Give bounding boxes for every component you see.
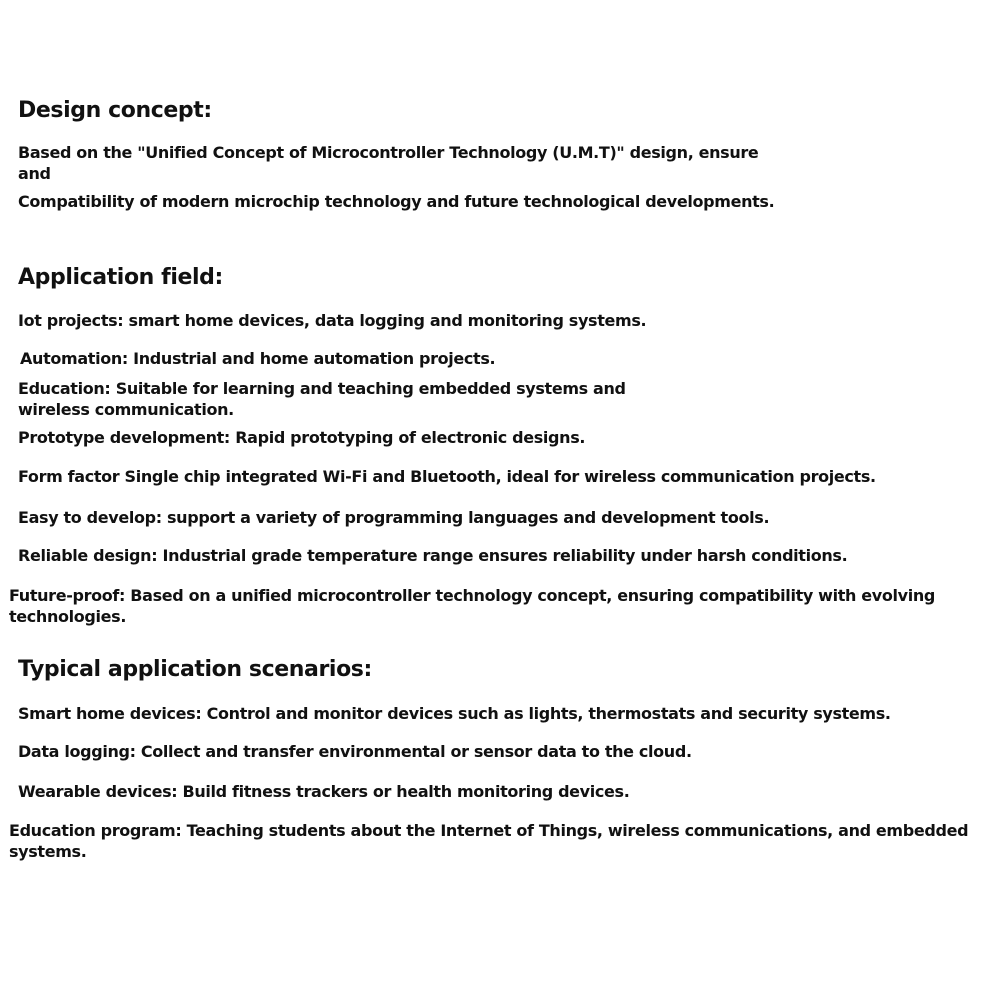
- design-concept-line-1: Based on the "Unified Concept of Microcontroller Technology (U.M.T)" design, ensure: [18, 143, 759, 162]
- application-item-future-proof: Future-proof: Based on a unified microcontroller technology concept, ensuring compatibility with evolving: [9, 586, 936, 605]
- scenario-smart-home: Smart home devices: Control and monitor devices such as lights, thermostats and security systems.: [18, 704, 891, 723]
- design-concept-heading: Design concept:: [18, 98, 212, 123]
- design-concept-line-2: Compatibility of modern microchip technology and future technological developments.: [18, 192, 775, 211]
- application-item-form-factor: Form factor Single chip integrated Wi-Fi and Bluetooth, ideal for wireless communication projects.: [18, 467, 876, 486]
- application-item-prototype: Prototype development: Rapid prototyping of electronic designs.: [18, 428, 586, 447]
- application-item-iot: Iot projects: smart home devices, data logging and monitoring systems.: [18, 311, 647, 330]
- application-field-heading: Application field:: [18, 265, 223, 290]
- scenario-education-program-cont: systems.: [9, 842, 87, 861]
- application-item-automation: Automation: Industrial and home automation projects.: [20, 349, 496, 368]
- scenario-data-logging: Data logging: Collect and transfer environmental or sensor data to the cloud.: [18, 742, 692, 761]
- scenario-education-program: Education program: Teaching students about the Internet of Things, wireless communications, and embedded: [9, 821, 969, 840]
- application-item-easy-develop: Easy to develop: support a variety of programming languages and development tools.: [18, 508, 770, 527]
- application-item-education-cont: wireless communication.: [18, 400, 234, 419]
- application-item-reliable: Reliable design: Industrial grade temperature range ensures reliability under harsh conditions.: [18, 546, 848, 565]
- application-item-future-proof-cont: technologies.: [9, 607, 127, 626]
- scenario-wearable: Wearable devices: Build fitness trackers or health monitoring devices.: [18, 782, 630, 801]
- scenarios-heading: Typical application scenarios:: [18, 657, 372, 682]
- design-concept-line-1-cont: and: [18, 164, 51, 183]
- application-item-education: Education: Suitable for learning and teaching embedded systems and: [18, 379, 626, 398]
